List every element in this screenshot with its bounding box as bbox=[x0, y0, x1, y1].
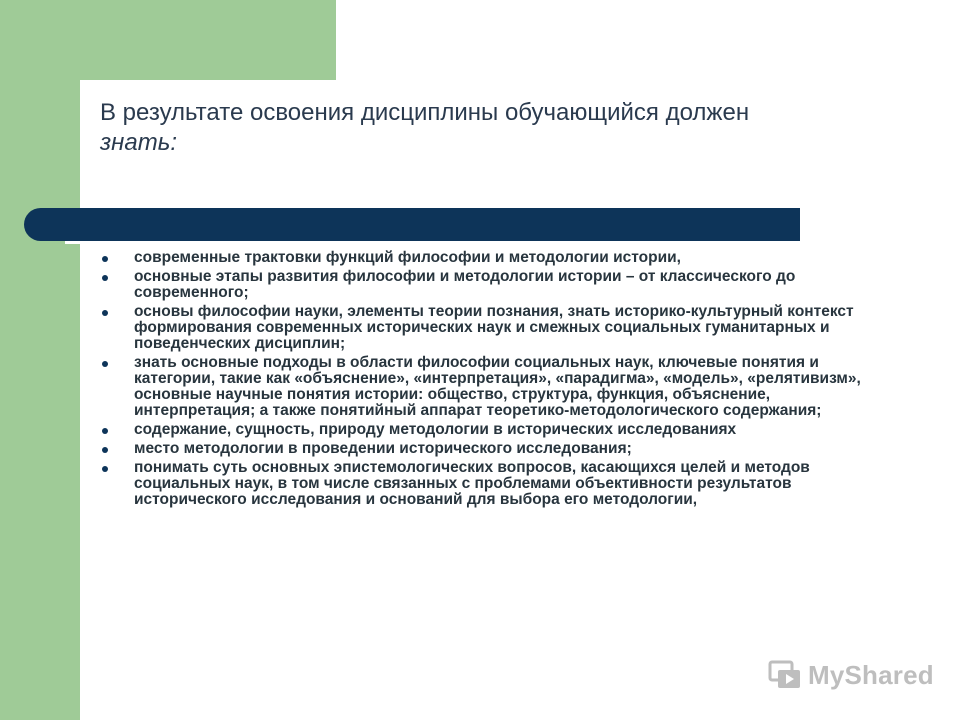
band-notch bbox=[65, 241, 801, 244]
bullet-dot-icon bbox=[102, 361, 108, 367]
bullet-text: основы философии науки, элементы теории познания, знать историко-культурный контекст формирования современных исторических наук и смежных социальных гуманитарных и поведенческих дисциплин; bbox=[134, 303, 854, 352]
slide-title bbox=[100, 98, 880, 158]
title-line-1: В результате освоения дисциплины обучающийся должен bbox=[100, 99, 750, 126]
green-top-bar bbox=[0, 0, 336, 80]
navy-divider-band bbox=[24, 208, 800, 241]
bullet-dot-icon bbox=[102, 428, 108, 434]
bullet-list bbox=[100, 250, 890, 511]
myshared-logo-icon bbox=[768, 658, 802, 692]
bullet-text: основные этапы развития философии и методологии истории – от классического до современного; bbox=[134, 268, 796, 301]
bullet-dot-icon bbox=[102, 256, 108, 262]
bullet-text: место методологии в проведении исторического исследования; bbox=[134, 440, 632, 457]
bullet-item bbox=[100, 441, 890, 457]
bullet-item bbox=[100, 269, 890, 301]
bullet-dot-icon bbox=[102, 447, 108, 453]
bullet-item bbox=[100, 460, 890, 508]
bullet-item bbox=[100, 250, 890, 266]
bullet-text: понимать суть основных эпистемологических вопросов, касающихся целей и методов социальных наук, в том числе связанных с проблемами объективности результатов исторического исследования и оснований для выбора его методологии, bbox=[134, 459, 810, 508]
title-line-2: знать: bbox=[100, 129, 177, 156]
myshared-watermark bbox=[768, 658, 934, 692]
bullet-item bbox=[100, 355, 890, 419]
bullet-dot-icon bbox=[102, 310, 108, 316]
bullet-text: современные трактовки функций философии и методологии истории, bbox=[134, 249, 681, 266]
bullet-dot-icon bbox=[102, 275, 108, 281]
bullet-dot-icon bbox=[102, 466, 108, 472]
bullet-item bbox=[100, 304, 890, 352]
bullet-text: содержание, сущность, природу методологии в исторических исследованиях bbox=[134, 421, 737, 438]
green-left-bar bbox=[0, 0, 80, 720]
bullet-item bbox=[100, 422, 890, 438]
watermark-text: MyShared bbox=[808, 659, 934, 690]
bullet-text: знать основные подходы в области философии социальных наук, ключевые понятия и категории, такие как «объяснение», «интерпретация», «парадигма», «модель», «релятивизм», основные научные понятия истории: общество, структура, функция, объяснение, интерпретация; а также понятийный аппарат теоретико-методологического содержания; bbox=[134, 354, 861, 419]
